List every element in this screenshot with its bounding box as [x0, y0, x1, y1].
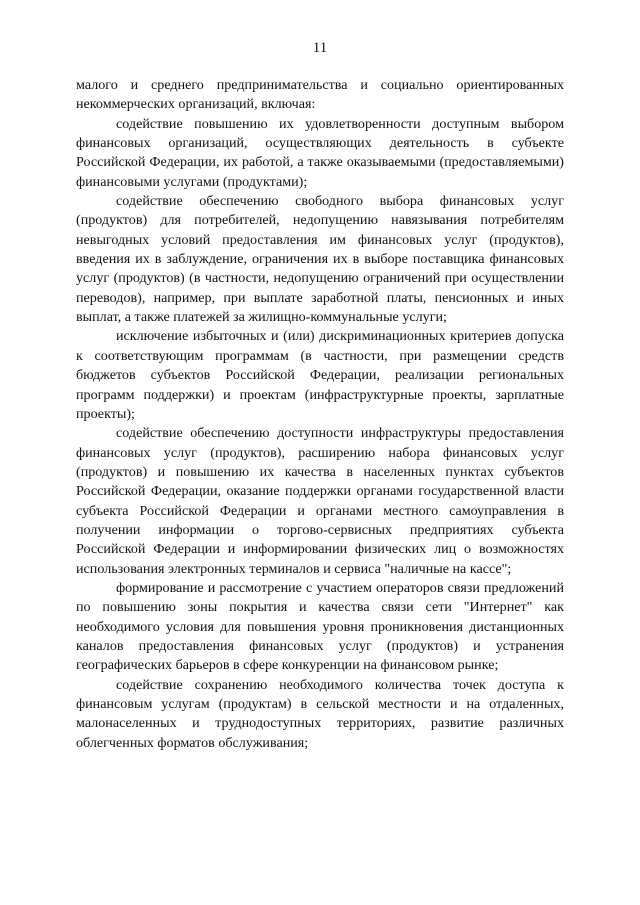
- page-number: 11: [312, 40, 328, 56]
- paragraph-exclusion-criteria: исключение избыточных и (или) дискриминационных критериев допуска к соответствующим программам (в частности, при размещении средств бюджетов субъектов Российской Федерации, реализации региональных программ поддержки) и проектам (инфраструктурные проекты, зарплатные проекты);: [76, 328, 564, 422]
- paragraph-internet-coverage: формирование и рассмотрение с участием операторов связи предложений по повышению зоны покрытия и качества связи сети "Интернет" как необходимого условия для повышения уровня проникновения дистанционных каналов предоставления финансовых услуг (продуктов) и устранения географических барьеров в сфере конкуренции на финансовом рынке;: [76, 579, 564, 674]
- paragraph-free-choice: содействие обеспечению свободного выбора финансовых услуг (продуктов) для потребителей, недопущению навязывания потребителям невыгодных условий предоставления им финансовых услуг (продуктов), введения их в заблуждение, ограничения их в выборе поставщика финансовых услуг (продуктов) (в частности, недопущению ограничений при осуществлении переводов), например, при выплате заработной платы, пенсионных и иных выплат, а также платежей за жилищно-коммунальные услуги;: [76, 193, 564, 326]
- paragraph-intro: малого и среднего предпринимательства и социально ориентированных некоммерческих организаций, включая:: [76, 77, 564, 113]
- document-body: [76, 76, 564, 753]
- paragraph-access-points: содействие сохранению необходимого количества точек доступа к финансовым услугам (продуктам) в сельской местности и на отдаленных, малонаселенных и труднодоступных территориях, развитие различных облегченных форматов обслуживания;: [76, 676, 564, 751]
- paragraph-infrastructure: содействие обеспечению доступности инфраструктуры предоставления финансовых услуг (продуктов), расширению набора финансовых услуг (продуктов) и повышению их качества в населенных пунктах субъектов Российской Федерации, оказание поддержки органами государственной власти субъекта Российской Федерации и органами местного самоуправления в получении информации о торгово-сервисных предприятиях субъекта Российской Федерации и информировании физических лиц о возможностях использования электронных терминалов и сервиса "наличные на кассе";: [76, 425, 564, 577]
- paragraph-satisfaction: содействие повышению их удовлетворенности доступным выбором финансовых организаций, осуществляющих деятельность в субъекте Российской Федерации, их работой, а также оказываемыми (предоставляемыми) финансовыми услугами (продуктами);: [76, 115, 564, 190]
